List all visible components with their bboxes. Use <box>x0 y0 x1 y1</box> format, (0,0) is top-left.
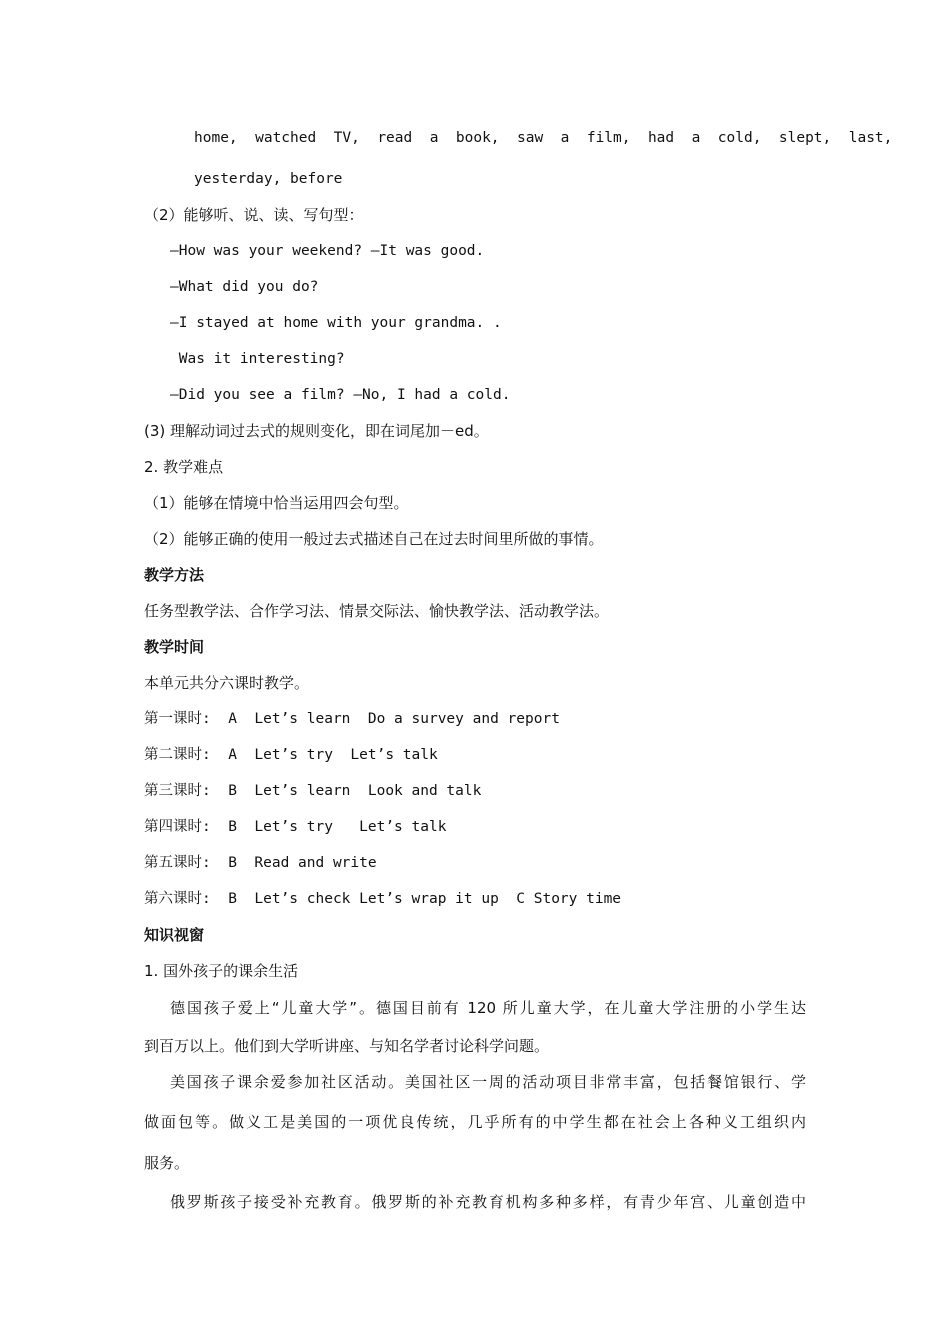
time-heading: 教学时间 <box>144 638 205 656</box>
methods-text: 任务型教学法、合作学习法、情景交际法、愉快教学法、活动教学法。 <box>144 602 610 620</box>
point-3: (3) 理解动词过去式的规则变化，即在词尾加－ed。 <box>144 422 489 440</box>
sentence-item: —Did you see a film? —No, I had a cold. <box>170 387 511 403</box>
knowledge-heading: 知识视窗 <box>144 926 205 944</box>
lesson-item: 第六课时: B Let’s check Let’s wrap it up C Story time <box>144 891 622 907</box>
paragraph-line: 到百万以上。他们到大学听讲座、与知名学者讨论科学问题。 <box>144 1037 550 1055</box>
sentence-patterns-header: （2）能够听、说、读、写句型： <box>144 206 364 224</box>
lesson-item: 第四课时: B Let’s try Let’s talk <box>144 819 447 835</box>
sentence-item: Was it interesting? <box>170 351 345 367</box>
knowledge-subtitle: 1. 国外孩子的课余生活 <box>144 962 299 980</box>
lesson-item: 第三课时: B Let’s learn Look and talk <box>144 783 482 799</box>
vocab-line-1: home, watched TV, read a book, saw a film, had a cold, slept, last, <box>194 130 893 146</box>
difficulties-title: 2. 教学难点 <box>144 458 224 476</box>
lesson-item: 第五课时: B Read and write <box>144 855 377 871</box>
vocab-line-2: yesterday, before <box>194 171 343 187</box>
lesson-item: 第二课时: A Let’s try Let’s talk <box>144 747 438 763</box>
paragraph-line: 德国孩子爱上“儿童大学”。德国目前有 120 所儿童大学，在儿童大学注册的小学生达 <box>170 999 806 1017</box>
sentence-item: —How was your weekend? —It was good. <box>170 243 485 259</box>
paragraph-line: 服务。 <box>144 1154 190 1172</box>
time-intro: 本单元共分六课时教学。 <box>144 674 310 692</box>
paragraph-line: 俄罗斯孩子接受补充教育。俄罗斯的补充教育机构多种多样，有青少年宫、儿童创造中 <box>170 1193 806 1211</box>
difficulty-item: （2）能够正确的使用一般过去式描述自己在过去时间里所做的事情。 <box>144 530 604 548</box>
sentence-item: —What did you do? <box>170 279 319 295</box>
sentence-item: —I stayed at home with your grandma. . <box>170 315 502 331</box>
methods-heading: 教学方法 <box>144 566 205 584</box>
difficulty-item: （1）能够在情境中恰当运用四会句型。 <box>144 494 409 512</box>
lesson-item: 第一课时: A Let’s learn Do a survey and report <box>144 711 560 727</box>
paragraph-line: 做面包等。做义工是美国的一项优良传统，几乎所有的中学生都在社会上各种义工组织内 <box>144 1113 806 1131</box>
paragraph-line: 美国孩子课余爱参加社区活动。美国社区一周的活动项目非常丰富，包括餐馆银行、学 <box>170 1073 806 1091</box>
